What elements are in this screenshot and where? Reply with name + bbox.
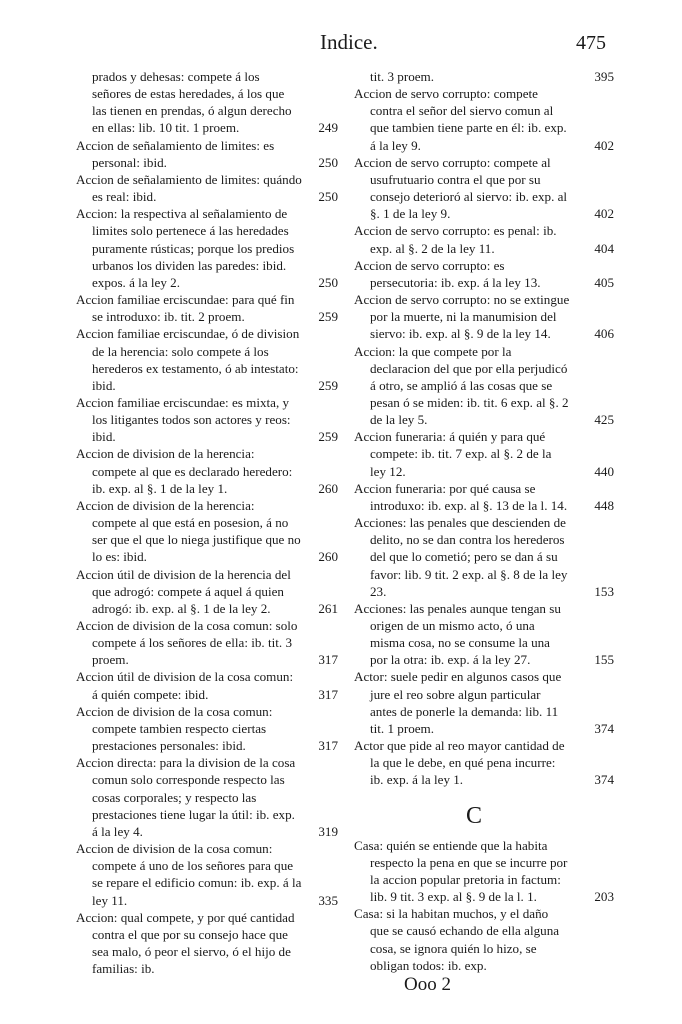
index-entry-page-number: 402: [594, 137, 614, 153]
index-entry-page-number: 203: [594, 889, 614, 905]
index-entry-text: Accion: la que compete por la declaracion del que por ella perjudicó á otro, se amplió á las cosas que se pesan ó se miden: ib. tit. 6 exp. al §. 2 de la ley 5.: [354, 343, 569, 428]
index-entry-text: Casa: quién se entiende que la habita respecto la pena en que se incurre por la accion popular pretoria in factum: lib. 9 tit. 3 exp. al §. 9 de la l. 1.: [354, 837, 568, 905]
index-entry-text: Accion de servo corrupto: no se extingue por la muerte, ni la manumision del siervo: ib. exp. al §. 9 de la ley 14.: [354, 292, 570, 342]
index-entry-text: Accion de division de la herencia: compete al que es declarado heredero: ib. exp. al §. 1 de la ley 1.: [76, 446, 293, 496]
index-entry: [76, 668, 338, 702]
index-entry-page-number: 374: [594, 720, 614, 736]
index-entry-text: Accion de servo corrupto: compete al usufrutuario contra el que por su consejo deterioró al siervo: ib. exp. al §. 1 de la ley 9.: [354, 154, 568, 222]
index-entry-text: Accion de señalamiento de limites: es personal: ibid.: [76, 137, 275, 170]
index-entry: [76, 703, 338, 754]
index-entry-text: Accion de servo corrupto: compete contra el señor del siervo comun al que tambien tiene parte en él: ib. exp. á la ley 9.: [354, 86, 567, 153]
index-entry-text: prados y dehesas: compete á los señores de estas heredades, á los que las tienen en prendas, ó algun derecho en ellas: lib. 10 tit. 1 proem.: [92, 69, 292, 136]
page-header: [0, 30, 682, 62]
index-entry-page-number: 405: [594, 274, 614, 290]
index-entry-page-number: 404: [594, 240, 614, 256]
index-entry: [354, 343, 614, 429]
index-entry-page-number: 250: [318, 189, 338, 205]
index-entry-text: Casa: si la habitan muchos, y el daño que se causó echando de ella alguna cosa, se ignora quién lo hizo, se obligan todos: ib. exp.: [354, 906, 560, 973]
index-entry-text: Accion funeraria: á quién y para qué compete: ib. tit. 7 exp. al §. 2 de la ley 12.: [354, 429, 552, 479]
index-entry: [76, 325, 338, 394]
index-entry: [76, 205, 338, 291]
index-entry: [76, 566, 338, 617]
index-entry: [354, 291, 614, 342]
index-column-right: [354, 68, 614, 974]
index-entry: [354, 837, 614, 906]
index-entry: [76, 445, 338, 496]
index-entry-page-number: 374: [594, 772, 614, 788]
index-entry-text: Accion familiae erciscundae, ó de division de la herencia: solo compete á los herederos ex testamento, ó ab intestato: ibid.: [76, 326, 300, 393]
index-entry: [76, 754, 338, 840]
index-entry-text: Accion de division de la herencia: compete al que está en posesion, á no ser que el que lo niega justifique que no lo es: ibid.: [76, 497, 301, 565]
index-entry: [354, 514, 614, 600]
index-entry-page-number: 249: [318, 120, 338, 136]
index-column-left: [76, 68, 338, 977]
index-entry: [76, 394, 338, 445]
index-entry-text: Acciones: las penales que descienden de delito, no se dan contra los herederos del que lo cometió; pero se dan á su favor: lib. 9 tit. 2 exp. al §. 8 de la ley 23.: [354, 515, 568, 599]
index-entry: [354, 428, 614, 479]
index-entry-page-number: 335: [318, 892, 338, 908]
index-entry-page-number: 317: [318, 738, 338, 754]
index-entry-page-number: 319: [318, 823, 338, 839]
index-entry-text: Accion de division de la cosa comun: solo compete á los señores de ella: ib. tit. 3 proem.: [76, 618, 298, 668]
index-entry-page-number: 155: [594, 652, 614, 668]
index-entry-text: Accion de division de la cosa comun: compete tambien respecto ciertas prestaciones personales: ibid.: [76, 703, 273, 754]
index-entry: [354, 600, 614, 669]
index-entry-text: Acciones: las penales aunque tengan su origen de un mismo acto, ó una misma cosa, no se consume la una por la otra: ib. exp. á la ley 27.: [354, 600, 561, 668]
index-entry: [76, 840, 338, 909]
index-entry-page-number: 425: [594, 412, 614, 428]
index-entry-page-number: 259: [318, 429, 338, 445]
index-entry-page-number: 259: [318, 309, 338, 325]
index-entry: [354, 668, 614, 737]
index-entry: [354, 737, 614, 788]
index-entry-text: Accion de division de la cosa comun: compete á uno de los señores para que se repare el edificio comun: ib. exp. á la ley 11.: [76, 841, 302, 908]
index-entry-page-number: 250: [318, 154, 338, 170]
page-number: 475: [576, 32, 606, 54]
index-entry-text: Accion útil de division de la herencia del que adrogó: compete á aquel á quien adrogó: ib. exp. al §. 1 de la ley 2.: [76, 566, 291, 616]
index-entry-page-number: 317: [318, 652, 338, 668]
index-entry: [354, 85, 614, 154]
index-entry-text: Accion directa: para la division de la cosa comun solo corresponde respecto las cosas corporales; y respecto las prestaciones tiene lugar la útil: ib. exp. á la ley 4.: [76, 755, 296, 839]
index-entry: [76, 291, 338, 325]
index-entry-page-number: 402: [594, 206, 614, 222]
index-entry-text: Actor que pide al reo mayor cantidad de la que le debe, en qué pena incurre: ib. exp. á la ley 1.: [354, 738, 565, 788]
index-entry: [76, 909, 338, 978]
index-entry-text: Accion familiae erciscundae: es mixta, y los litigantes todos son actores y reos: ibid.: [76, 394, 291, 445]
index-entry-text: Accion de servo corrupto: es persecutoria: ib. exp. á la ley 13.: [354, 257, 541, 290]
index-entry-text: Accion útil de division de la cosa comun: á quién compete: ibid.: [76, 669, 294, 702]
index-entry-page-number: 395: [594, 69, 614, 84]
index-entries-a-continued: [354, 68, 614, 789]
index-entry: [354, 905, 614, 974]
index-entry-page-number: 250: [318, 274, 338, 290]
index-entry-page-number: 260: [318, 549, 338, 565]
index-entries-c: [354, 837, 614, 974]
index-entry: [76, 617, 338, 668]
index-entry-text: Accion funeraria: por qué causa se introduxo: ib. exp. al §. 13 de la l. 14.: [354, 480, 568, 513]
index-entry: [76, 137, 338, 171]
index-entry: [354, 480, 614, 514]
index-entry: [76, 497, 338, 566]
section-letter: C: [465, 802, 482, 829]
index-entry: [354, 154, 614, 223]
index-entry-page-number: 261: [318, 600, 338, 616]
index-entry-text: Actor: suele pedir en algunos casos que jure el reo sobre algun particular antes de ponerle la demanda: lib. 11 tit. 1 proem.: [354, 669, 562, 736]
index-entry-page-number: 260: [318, 480, 338, 496]
index-entry-text: Accion de servo corrupto: es penal: ib. exp. al §. 2 de la ley 11.: [354, 223, 557, 256]
index-entry: [354, 222, 614, 256]
index-entry: [76, 171, 338, 205]
index-entry-page-number: 259: [318, 377, 338, 393]
index-entry: [354, 257, 614, 291]
index-entry-page-number: 153: [594, 583, 614, 599]
index-entry-text: Accion: qual compete, y por qué cantidad contra el que por su consejo hace que sea malo, ó peor el siervo, ó el hijo de familias: ib.: [76, 909, 295, 977]
index-entry-page-number: 440: [594, 463, 614, 479]
index-entry-page-number: 406: [594, 326, 614, 342]
signature-mark: Ooo 2: [404, 974, 451, 995]
index-entry-text: Accion de señalamiento de limites: quándo es real: ibid.: [76, 171, 302, 205]
index-entry-page-number: 317: [318, 686, 338, 702]
index-entry-page-number: 448: [594, 497, 614, 513]
index-entry-text: Accion familiae erciscundae: para qué fin se introduxo: ib. tit. 2 proem.: [76, 292, 295, 325]
page-title: Indice.: [320, 30, 378, 54]
index-entry-text: tit. 3 proem.: [370, 69, 435, 84]
index-entry: [354, 68, 614, 85]
index-entry: [76, 68, 338, 137]
index-entry-text: Accion: la respectiva al señalamiento de limites solo pertenece á las heredades puramente rústicas; porque los predios urbanos los dividen las paredes: ibid. expos. á la ley 2.: [76, 206, 295, 290]
